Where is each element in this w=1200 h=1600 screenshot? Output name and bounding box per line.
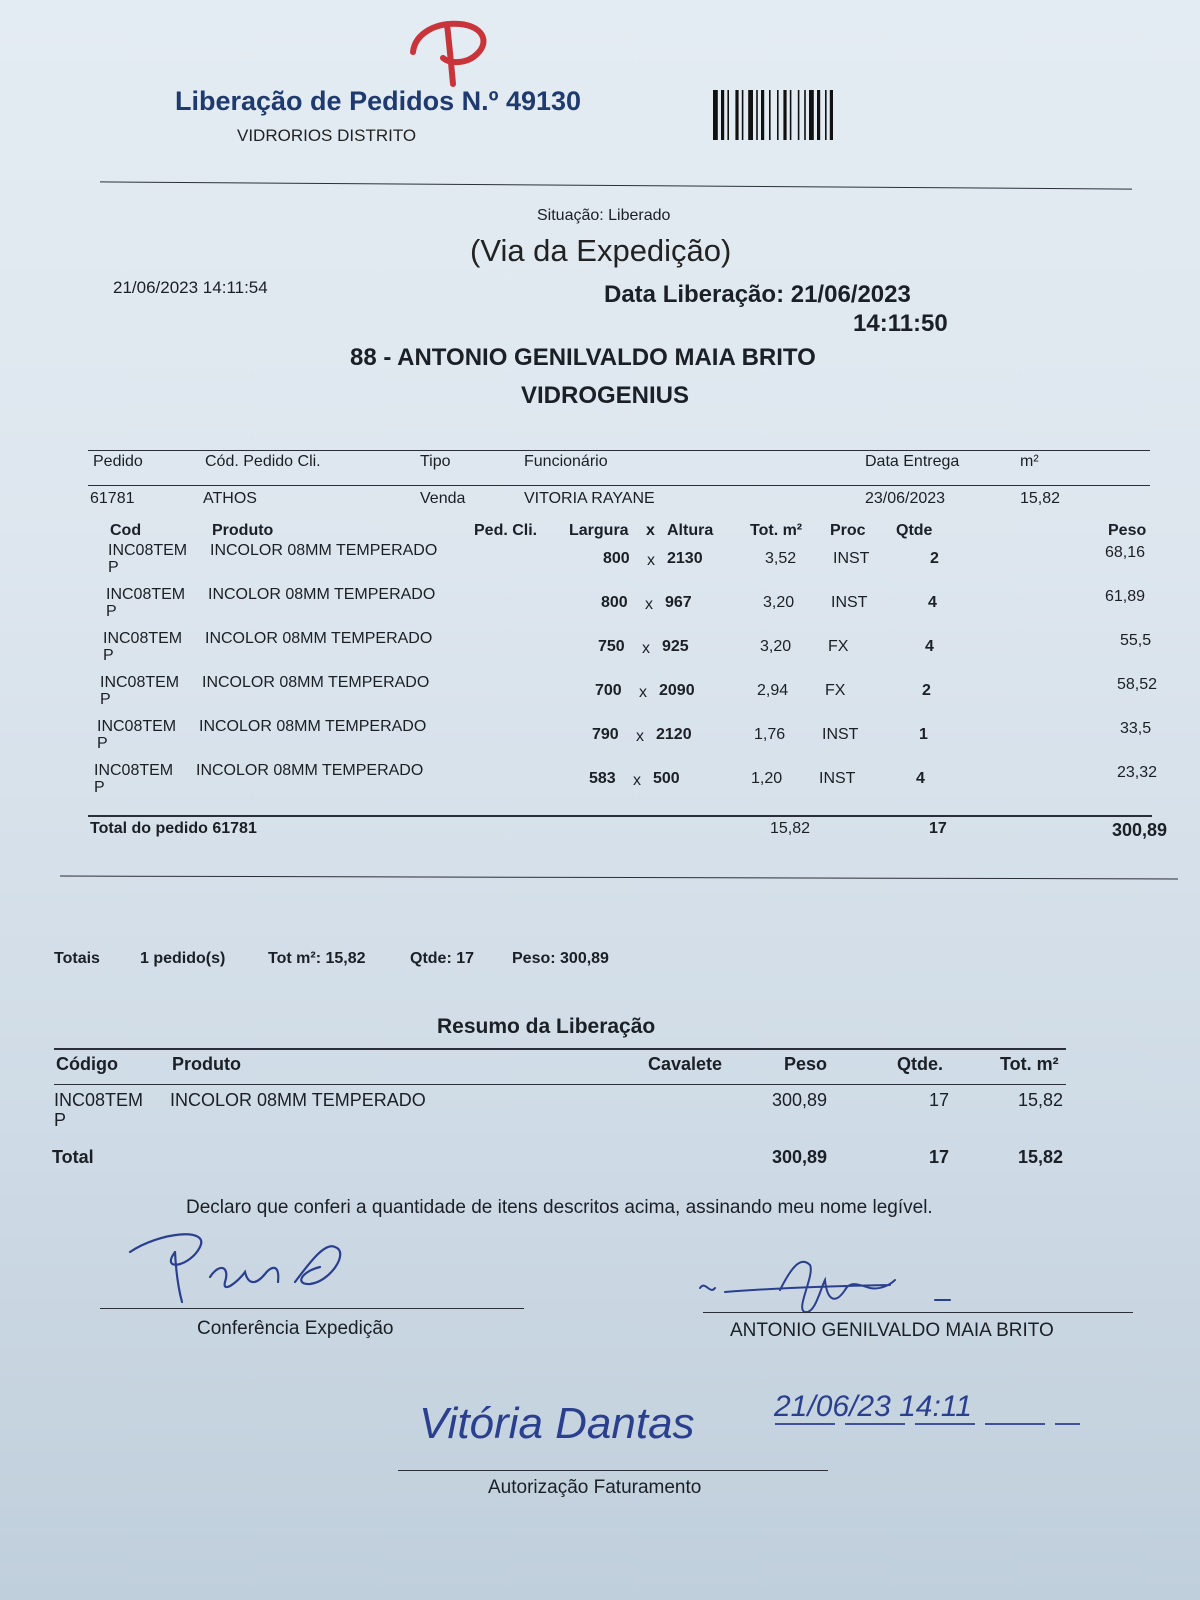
item-code: INC08TEM xyxy=(106,586,186,603)
printed-timestamp: 21/06/2023 14:11:54 xyxy=(113,278,268,297)
summary-qtde: 17 xyxy=(929,1090,950,1110)
barcode-bar xyxy=(790,90,792,140)
summary-header-codigo: Código xyxy=(56,1054,118,1074)
barcode-bar xyxy=(798,90,800,140)
item-proc: INST xyxy=(831,594,868,611)
item-code: INC08TEM xyxy=(94,762,174,779)
item-header-ped-cli: Ped. Cli. xyxy=(474,522,538,539)
summary-total-qtde: 17 xyxy=(929,1147,950,1167)
signature-faturamento xyxy=(415,1388,785,1468)
order-number: 61781 xyxy=(90,490,135,507)
summary-header-qtde: Qtde. xyxy=(897,1054,944,1074)
col-header-tipo: Tipo xyxy=(420,453,451,470)
col-header-m2: m² xyxy=(1020,453,1039,470)
signature-line xyxy=(398,1470,828,1471)
item-row xyxy=(0,674,1200,718)
col-header-data-entrega: Data Entrega xyxy=(865,453,960,470)
item-x: x xyxy=(642,640,650,657)
client-name: 88 - ANTONIO GENILVALDO MAIA BRITO xyxy=(350,344,816,371)
totals-m2: Tot m²: 15,82 xyxy=(268,950,366,967)
signature-conferencia xyxy=(120,1222,360,1307)
barcode-bar xyxy=(713,90,718,140)
handwritten-name-text: Vitória Dantas xyxy=(419,1399,695,1448)
copy-label: (Via da Expedição) xyxy=(470,233,732,268)
col-header-funcionario: Funcionário xyxy=(524,453,608,470)
item-m2: 3,20 xyxy=(760,638,792,655)
barcode-bar xyxy=(830,90,833,140)
document-title: Liberação de Pedidos N.º 49130 xyxy=(175,86,582,116)
col-header-cod-pedido-cli: Cód. Pedido Cli. xyxy=(205,453,321,470)
item-code-cont: P xyxy=(103,647,114,664)
item-peso: 61,89 xyxy=(1105,588,1146,605)
item-code-cont: P xyxy=(108,559,119,576)
barcode-bar xyxy=(777,90,779,140)
item-code: INC08TEM xyxy=(100,674,180,691)
item-peso: 55,5 xyxy=(1120,632,1152,649)
item-header-proc: Proc xyxy=(830,522,866,539)
item-row xyxy=(0,542,1200,586)
order-type: Venda xyxy=(420,490,466,507)
summary-header-cavalete: Cavalete xyxy=(648,1054,723,1074)
item-row xyxy=(0,586,1200,630)
item-x: x xyxy=(647,552,655,569)
order-delivery-date: 23/06/2023 xyxy=(865,490,946,507)
item-proc: FX xyxy=(825,682,846,699)
item-header-x: x xyxy=(646,522,655,539)
summary-header-produto: Produto xyxy=(172,1054,241,1074)
table-divider xyxy=(54,1048,1066,1050)
summary-total-tot: 15,82 xyxy=(1018,1147,1064,1167)
item-height: 2120 xyxy=(656,726,692,743)
barcode-bar xyxy=(825,90,827,140)
barcode-bar xyxy=(783,90,786,140)
item-qtde: 2 xyxy=(922,682,931,699)
item-qtde: 1 xyxy=(919,726,928,743)
item-code: INC08TEM xyxy=(108,542,188,559)
item-header-qtde: Qtde xyxy=(896,522,933,539)
summary-produto: INCOLOR 08MM TEMPERADO xyxy=(170,1090,426,1110)
summary-codigo: INC08TEM xyxy=(54,1090,144,1110)
item-qtde: 4 xyxy=(925,638,934,655)
item-row xyxy=(0,630,1200,674)
barcode-bar xyxy=(804,90,806,140)
item-qtde: 4 xyxy=(928,594,937,611)
handwritten-date xyxy=(770,1382,1090,1432)
signature-label-conferencia: Conferência Expedição xyxy=(197,1318,394,1339)
signature-line xyxy=(100,1308,524,1309)
item-code: INC08TEM xyxy=(97,718,177,735)
item-x: x xyxy=(639,684,647,701)
item-header-tot: Tot. m² xyxy=(750,522,803,539)
item-m2: 1,20 xyxy=(751,770,783,787)
item-x: x xyxy=(636,728,644,745)
item-header-produto: Produto xyxy=(212,522,274,539)
summary-peso: 300,89 xyxy=(772,1090,828,1110)
item-product: INCOLOR 08MM TEMPERADO xyxy=(202,674,430,691)
release-time: 14:11:50 xyxy=(853,310,948,337)
totals-pedidos: 1 pedido(s) xyxy=(140,950,226,967)
barcode-bar xyxy=(721,90,724,140)
item-code-cont: P xyxy=(97,735,108,752)
item-qtde: 4 xyxy=(916,770,925,787)
order-total-m2: 15,82 xyxy=(770,820,811,837)
signature-label-faturamento: Autorização Faturamento xyxy=(488,1477,702,1498)
item-product: INCOLOR 08MM TEMPERADO xyxy=(196,762,424,779)
declaration-text: Declaro que conferi a quantidade de itens descritos acima, assinando meu nome legível. xyxy=(186,1197,933,1218)
order-employee: VITORIA RAYANE xyxy=(524,490,655,507)
item-row xyxy=(0,762,1200,806)
totals-qtde: Qtde: 17 xyxy=(410,950,475,967)
item-m2: 2,94 xyxy=(757,682,789,699)
order-client-code: ATHOS xyxy=(203,490,257,507)
order-total-label: Total do pedido 61781 xyxy=(90,820,257,837)
item-width: 790 xyxy=(592,726,619,743)
barcode-bar xyxy=(735,90,738,140)
item-qtde: 2 xyxy=(930,550,939,567)
item-peso: 58,52 xyxy=(1117,676,1158,693)
totals-peso: Peso: 300,89 xyxy=(512,950,609,967)
item-x: x xyxy=(633,772,641,789)
summary-tot: 15,82 xyxy=(1018,1090,1064,1110)
red-p-mark xyxy=(405,12,495,92)
order-m2: 15,82 xyxy=(1020,490,1061,507)
table-divider xyxy=(88,450,1150,451)
item-code-cont: P xyxy=(106,603,117,620)
item-peso: 23,32 xyxy=(1117,764,1158,781)
barcode-bar xyxy=(809,90,814,140)
item-row xyxy=(0,718,1200,762)
signature-label-client: ANTONIO GENILVALDO MAIA BRITO xyxy=(730,1320,1054,1341)
item-width: 700 xyxy=(595,682,622,699)
item-header-peso: Peso xyxy=(1108,522,1147,539)
summary-header-peso: Peso xyxy=(784,1054,828,1074)
item-product: INCOLOR 08MM TEMPERADO xyxy=(210,542,438,559)
barcode-bar xyxy=(769,90,771,140)
barcode-bar xyxy=(727,90,729,140)
item-height: 967 xyxy=(665,594,692,611)
item-code-cont: P xyxy=(100,691,111,708)
item-proc: INST xyxy=(822,726,859,743)
handwritten-date-text: 21/06/23 14:11 xyxy=(774,1390,972,1423)
item-height: 925 xyxy=(662,638,689,655)
divider xyxy=(100,181,1132,189)
barcode xyxy=(713,90,893,140)
summary-total-label: Total xyxy=(52,1147,94,1167)
item-code-cont: P xyxy=(94,779,105,796)
table-divider xyxy=(54,1084,1066,1085)
item-width: 583 xyxy=(589,770,616,787)
item-x: x xyxy=(645,596,653,613)
barcode-bar xyxy=(761,90,764,140)
summary-header-tot: Tot. m² xyxy=(1000,1054,1059,1074)
item-height: 500 xyxy=(653,770,680,787)
item-product: INCOLOR 08MM TEMPERADO xyxy=(199,718,427,735)
item-proc: INST xyxy=(833,550,870,567)
summary-title: Resumo da Liberação xyxy=(437,1015,656,1038)
barcode-bar xyxy=(756,90,758,140)
item-width: 800 xyxy=(601,594,628,611)
item-header-largura: Largura xyxy=(569,522,629,539)
barcode-bar xyxy=(817,90,820,140)
col-header-pedido: Pedido xyxy=(93,453,143,470)
divider xyxy=(60,876,1178,880)
summary-codigo-cont: P xyxy=(54,1110,67,1130)
table-divider xyxy=(88,815,1152,817)
item-width: 750 xyxy=(598,638,625,655)
order-total-peso: 300,89 xyxy=(1112,820,1168,840)
totals-label: Totais xyxy=(54,950,100,967)
client-company: VIDROGENIUS xyxy=(521,382,690,409)
summary-total-peso: 300,89 xyxy=(772,1147,828,1167)
item-peso: 33,5 xyxy=(1120,720,1152,737)
item-width: 800 xyxy=(603,550,630,567)
item-proc: FX xyxy=(828,638,849,655)
item-m2: 1,76 xyxy=(754,726,786,743)
item-peso: 68,16 xyxy=(1105,544,1146,561)
item-m2: 3,20 xyxy=(763,594,795,611)
item-height: 2090 xyxy=(659,682,695,699)
item-code: INC08TEM xyxy=(103,630,183,647)
order-total-qtde: 17 xyxy=(929,820,947,837)
signature-line xyxy=(703,1312,1133,1313)
company-name: VIDRORIOS DISTRITO xyxy=(237,126,417,145)
release-date: Data Liberação: 21/06/2023 xyxy=(604,281,911,308)
barcode-bar xyxy=(742,90,744,140)
item-height: 2130 xyxy=(667,550,703,567)
item-m2: 3,52 xyxy=(765,550,797,567)
signature-client xyxy=(695,1250,965,1320)
status-text: Situação: Liberado xyxy=(537,207,671,224)
barcode-bar xyxy=(748,90,753,140)
item-product: INCOLOR 08MM TEMPERADO xyxy=(208,586,436,603)
item-header-altura: Altura xyxy=(667,522,714,539)
table-divider xyxy=(88,485,1150,486)
item-proc: INST xyxy=(819,770,856,787)
item-header-cod: Cod xyxy=(110,522,142,539)
item-product: INCOLOR 08MM TEMPERADO xyxy=(205,630,433,647)
